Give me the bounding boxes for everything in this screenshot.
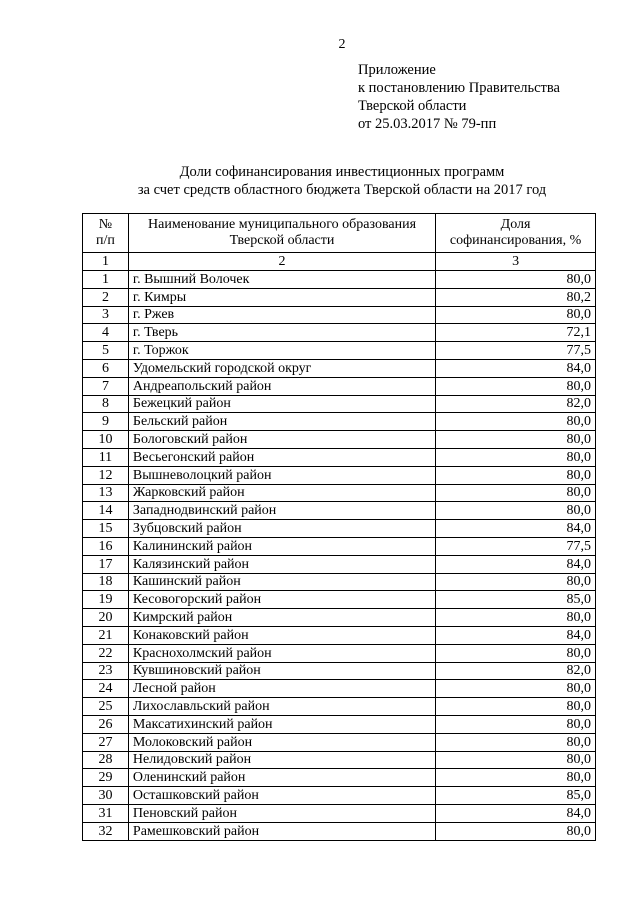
table-row (83, 484, 596, 502)
cofinancing-share: 85,0 (436, 591, 596, 609)
table-row (83, 271, 596, 289)
row-number: 16 (83, 537, 129, 555)
table-row (83, 466, 596, 484)
cofinancing-share: 80,0 (436, 698, 596, 716)
header-share-line1: Доля (500, 217, 531, 232)
table-row (83, 306, 596, 324)
row-number: 23 (83, 662, 129, 680)
municipality-name: Нелидовский район (128, 751, 435, 769)
table-header-row (83, 214, 596, 253)
municipality-name: Вышневолоцкий район (128, 466, 435, 484)
table-row (83, 662, 596, 680)
row-number: 3 (83, 306, 129, 324)
row-number: 15 (83, 520, 129, 538)
municipality-name: г. Кимры (128, 288, 435, 306)
row-number: 28 (83, 751, 129, 769)
cofinancing-share: 80,0 (436, 431, 596, 449)
municipality-name: Кесовогорский район (128, 591, 435, 609)
row-number: 2 (83, 288, 129, 306)
row-number: 30 (83, 787, 129, 805)
table-row (83, 769, 596, 787)
header-share-line2: софинансирования, % (449, 233, 582, 248)
row-number: 19 (83, 591, 129, 609)
row-number: 11 (83, 448, 129, 466)
table-row (83, 502, 596, 520)
column-number: 3 (436, 253, 596, 271)
header-number (83, 214, 129, 253)
row-number: 27 (83, 733, 129, 751)
municipality-name: г. Тверь (128, 324, 435, 342)
municipality-name: Конаковский район (128, 626, 435, 644)
table-row (83, 804, 596, 822)
header-share (436, 214, 596, 253)
municipality-name: Молоковский район (128, 733, 435, 751)
municipality-name: Весьегонский район (128, 448, 435, 466)
table-row (83, 787, 596, 805)
header-name-line1: Наименование муниципального образования (148, 217, 417, 232)
municipality-name: Кашинский район (128, 573, 435, 591)
row-number: 8 (83, 395, 129, 413)
row-number: 12 (83, 466, 129, 484)
row-number: 5 (83, 342, 129, 360)
table-body (83, 271, 596, 841)
table-row (83, 751, 596, 769)
cofinancing-share: 80,0 (436, 822, 596, 840)
cofinancing-share: 80,0 (436, 306, 596, 324)
row-number: 20 (83, 609, 129, 627)
cofinancing-share: 84,0 (436, 555, 596, 573)
cofinancing-share: 77,5 (436, 537, 596, 555)
cofinancing-share: 80,0 (436, 751, 596, 769)
table-row (83, 377, 596, 395)
cofinancing-share: 80,0 (436, 680, 596, 698)
municipality-name: Западнодвинский район (128, 502, 435, 520)
municipality-name: Удомельский городской округ (128, 359, 435, 377)
table-row (83, 413, 596, 431)
table-row (83, 537, 596, 555)
table-row (83, 448, 596, 466)
table-row (83, 395, 596, 413)
cofinancing-share: 80,0 (436, 484, 596, 502)
table-row (83, 591, 596, 609)
cofinancing-share: 84,0 (436, 626, 596, 644)
appendix-line: от 25.03.2017 № 79-пп (358, 116, 497, 132)
table-row (83, 288, 596, 306)
row-number: 13 (83, 484, 129, 502)
table-row (83, 733, 596, 751)
table-row (83, 324, 596, 342)
cofinancing-share: 80,0 (436, 413, 596, 431)
column-number: 1 (83, 253, 129, 271)
table-row (83, 342, 596, 360)
row-number: 4 (83, 324, 129, 342)
table-row (83, 555, 596, 573)
row-number: 31 (83, 804, 129, 822)
cofinancing-table (82, 213, 596, 841)
municipality-name: Осташковский район (128, 787, 435, 805)
cofinancing-share: 80,2 (436, 288, 596, 306)
cofinancing-share: 80,0 (436, 573, 596, 591)
cofinancing-share: 80,0 (436, 769, 596, 787)
page-number: 2 (338, 37, 346, 52)
table-row (83, 626, 596, 644)
cofinancing-share: 80,0 (436, 377, 596, 395)
table-row (83, 822, 596, 840)
row-number: 10 (83, 431, 129, 449)
municipality-name: г. Торжок (128, 342, 435, 360)
table-row (83, 644, 596, 662)
row-number: 24 (83, 680, 129, 698)
municipality-name: Зубцовский район (128, 520, 435, 538)
table-row (83, 680, 596, 698)
header-name (128, 214, 435, 253)
municipality-name: Рамешковский район (128, 822, 435, 840)
cofinancing-share: 77,5 (436, 342, 596, 360)
municipality-name: Калининский район (128, 537, 435, 555)
municipality-name: Бежецкий район (128, 395, 435, 413)
municipality-name: Кимрский район (128, 609, 435, 627)
municipality-name: Краснохолмский район (128, 644, 435, 662)
row-number: 14 (83, 502, 129, 520)
document-title (0, 163, 640, 199)
row-number: 21 (83, 626, 129, 644)
municipality-name: Бельский район (128, 413, 435, 431)
title-line-2: за счет средств областного бюджета Тверской области на 2017 год (137, 182, 547, 198)
municipality-name: Жарковский район (128, 484, 435, 502)
municipality-name: Бологовский район (128, 431, 435, 449)
row-number: 29 (83, 769, 129, 787)
cofinancing-share: 80,0 (436, 448, 596, 466)
table-row (83, 609, 596, 627)
column-number: 2 (128, 253, 435, 271)
row-number: 25 (83, 698, 129, 716)
row-number: 9 (83, 413, 129, 431)
header-number-line1: № (98, 217, 113, 232)
cofinancing-share: 80,0 (436, 271, 596, 289)
table-row (83, 520, 596, 538)
cofinancing-share: 80,0 (436, 715, 596, 733)
table-row (83, 431, 596, 449)
row-number: 32 (83, 822, 129, 840)
header-name-line2: Тверской области (229, 233, 335, 248)
cofinancing-share: 80,0 (436, 502, 596, 520)
cofinancing-share: 80,0 (436, 733, 596, 751)
municipality-name: Пеновский район (128, 804, 435, 822)
cofinancing-share: 80,0 (436, 644, 596, 662)
row-number: 18 (83, 573, 129, 591)
municipality-name: г. Ржев (128, 306, 435, 324)
column-numbers-row (83, 253, 596, 271)
cofinancing-share: 80,0 (436, 609, 596, 627)
appendix-line: Приложение (358, 62, 436, 78)
cofinancing-share: 84,0 (436, 359, 596, 377)
row-number: 17 (83, 555, 129, 573)
municipality-name: Максатихинский район (128, 715, 435, 733)
table-row (83, 359, 596, 377)
municipality-name: г. Вышний Волочек (128, 271, 435, 289)
row-number: 26 (83, 715, 129, 733)
table-row (83, 698, 596, 716)
municipality-name: Калязинский район (128, 555, 435, 573)
municipality-name: Андреапольский район (128, 377, 435, 395)
municipality-name: Лихославльский район (128, 698, 435, 716)
row-number: 7 (83, 377, 129, 395)
appendix-block (358, 61, 560, 133)
cofinancing-share: 80,0 (436, 466, 596, 484)
cofinancing-share: 84,0 (436, 520, 596, 538)
header-number-line2: п/п (96, 233, 115, 248)
cofinancing-share: 85,0 (436, 787, 596, 805)
table-row (83, 715, 596, 733)
row-number: 22 (83, 644, 129, 662)
row-number: 6 (83, 359, 129, 377)
cofinancing-share: 82,0 (436, 395, 596, 413)
cofinancing-share: 72,1 (436, 324, 596, 342)
title-line-1: Доли софинансирования инвестиционных программ (179, 164, 505, 180)
cofinancing-share: 84,0 (436, 804, 596, 822)
appendix-line: Тверской области (358, 98, 467, 114)
cofinancing-share: 82,0 (436, 662, 596, 680)
municipality-name: Кувшиновский район (128, 662, 435, 680)
row-number: 1 (83, 271, 129, 289)
appendix-line: к постановлению Правительства (358, 80, 560, 96)
municipality-name: Оленинский район (128, 769, 435, 787)
table-row (83, 573, 596, 591)
municipality-name: Лесной район (128, 680, 435, 698)
